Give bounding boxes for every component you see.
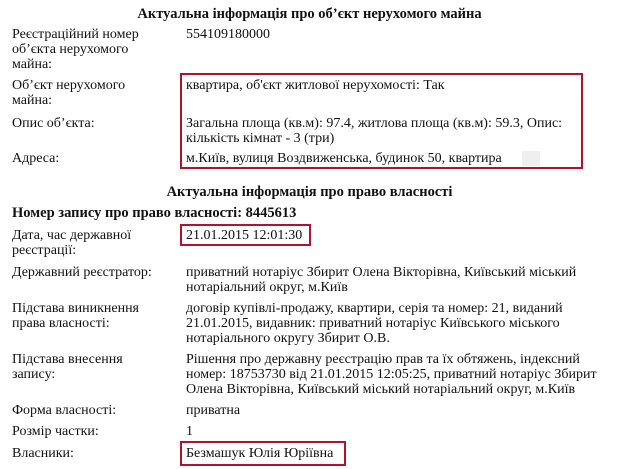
label-registration-number-1: Реєстраційний номер — [12, 27, 139, 42]
label-address: Адреса: — [12, 151, 60, 166]
value-ownership-form: приватна — [186, 403, 241, 418]
label-owners: Власники: — [12, 446, 74, 461]
value-registration-date: 21.01.2015 12:01:30 — [186, 228, 303, 243]
value-registration-number: 554109180000 — [186, 27, 270, 42]
label-property-object-1: Об’єкт нерухомого — [12, 78, 126, 93]
label-registration-date-2: реєстрації: — [12, 243, 77, 258]
record-number: Номер запису про право власності: 8445613 — [12, 205, 297, 221]
value-object-description-1: Загальна площа (кв.м): 97.4, житлова площа (кв.м): 59.3, Опис: — [186, 116, 563, 131]
highlight-box-date — [180, 224, 311, 246]
highlight-box-object — [180, 73, 583, 169]
value-state-registrar-2: нотаріальний округ, м.Київ — [186, 280, 348, 295]
label-ownership-form: Форма власності: — [12, 403, 117, 418]
label-share-size: Розмір частки: — [12, 424, 99, 439]
value-property-object: квартира, об'єкт житлової нерухомості: Так — [186, 78, 445, 93]
rights-section-title: Актуальна інформація про право власності — [166, 184, 453, 200]
label-ownership-basis-1: Підстава виникнення — [12, 301, 139, 316]
label-registration-date-1: Дата, час державної — [12, 228, 132, 243]
value-object-description-2: кількість кімнат - 3 (три) — [186, 131, 335, 146]
value-record-basis-3: Олена Вікторівна, Київський міський нотаріальний округ, м.Київ — [186, 382, 576, 397]
label-ownership-basis-2: права власності: — [12, 316, 110, 331]
label-object-description: Опис об’єкта: — [12, 116, 95, 131]
label-registration-number-3: майна: — [12, 57, 53, 72]
label-property-object-2: майна: — [12, 93, 53, 108]
value-state-registrar-1: приватний нотаріус Збирит Олена Вікторівна, Київський міський — [186, 265, 577, 280]
label-state-registrar: Державний реєстратор: — [12, 265, 152, 280]
value-ownership-basis-2: 21.01.2015, видавник: приватний нотаріус Київського міського — [186, 316, 560, 331]
label-registration-number-2: об’єкта нерухомого — [12, 42, 129, 57]
value-record-basis-1: Рішення про державну реєстрацію прав та їх обтяжень, індексний — [186, 352, 580, 367]
value-ownership-basis-3: нотаріального округу Збирит О.В. — [186, 331, 390, 346]
value-ownership-basis-1: договір купівлі-продажу, квартири, серія та номер: 21, виданий — [186, 301, 563, 316]
object-section-title: Актуальна інформація про об’єкт нерухомого майна — [137, 6, 482, 22]
value-record-basis-2: номер: 18753730 від 21.01.2015 12:05:25, приватний нотаріус Збирит — [186, 367, 597, 382]
value-address: м.Київ, вулиця Воздвиженська, будинок 50, квартира — [186, 151, 502, 166]
label-record-basis-1: Підстава внесення — [12, 352, 123, 367]
value-share-size: 1 — [186, 424, 193, 439]
value-owners: Безмашук Юлія Юріївна — [186, 446, 334, 461]
highlight-box-owner — [180, 441, 346, 466]
label-record-basis-2: запису: — [12, 367, 56, 382]
